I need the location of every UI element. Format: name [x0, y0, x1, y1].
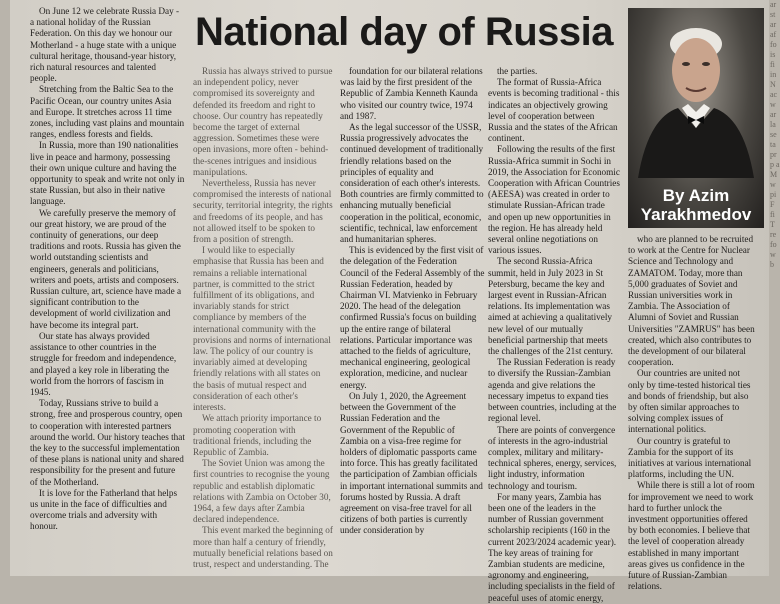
- article-headline: National day of Russia: [195, 10, 613, 54]
- article-column-4: [488, 66, 620, 603]
- paragraph: On July 1, 2020, the Agreement between the Government of the Russian Federation and the Government of the Republic of Zambia on a visa-free regime for holders of diplomatic passports came into force. This has greatly facilitated the participation of Zambian officials in important international summits and forums hosted by Russia. A draft agreement on visa-free travel for all citizens of both parties is currently under consideration by: [340, 390, 483, 536]
- newspaper-page: [10, 0, 780, 603]
- author-photo: [628, 8, 764, 228]
- paragraph: While there is still a lot of room for improvement we need to work hard to further unlock the investment opportunities offered by both economies. I believe that the level of cooperation already established in many important areas gives us confidence in the future of Russian-Zambian relations.: [628, 480, 755, 592]
- paragraph: In Russia, more than 190 nationalities live in peace and harmony, possessing their own unique culture and having the opportunity to speak and write not only in state Russian, but also in their native language.: [30, 140, 185, 207]
- paragraph: As the legal successor of the USSR, Russia progressively advocates the continued development of traditionally friendly relations based on the principles of equality and consideration of each other's interests. Both countries are firmly committed to enhancing mutually beneficial cooperation in the political, economic, scientific, technical, law enforcement and humanitarian spheres.: [340, 122, 484, 245]
- paragraph: It is love for the Fatherland that helps us unite in the face of difficulties and overcome trials and adversity with honour.: [30, 487, 178, 532]
- paragraph: Stretching from the Baltic Sea to the Pacific Ocean, our country unites Asia and Europe. It stretches across 11 time zones, including vast plains and mountain ranges, endless forests and fields.: [30, 84, 185, 140]
- paragraph: We carefully preserve the memory of our great history, we are proud of the continuity of generations, our deep traditions and roots. Russia has given the world outstanding scientists and engineers, generals and politicians, writers and poets, artists and composers. Russian culture, art, science have made a significant contribution to the development of world civilization and have become its integral part.: [30, 207, 182, 330]
- paragraph: foundation for our bilateral relations was laid by the first president of the Republic of Zambia Kenneth Kaunda who visited our country twice, 1974 and 1987.: [340, 66, 483, 121]
- paragraph: This is evidenced by the first visit of the delegation of the Federation Council of the Federal Assembly of the Russian Federation, headed by Chairman VI. Matvienko in February 2020. The head of the delegation confirmed Russia's focus on building up the entire range of bilateral relations. Particular importance was attached to the fields of agriculture, mechanical engineering, geological exploration, medicine, and nuclear energy.: [340, 245, 485, 390]
- article-column-1: [30, 6, 185, 576]
- paragraph: There are points of convergence of interests in the agro-industrial complex, military and military-technical spheres, energy, services, light industry, information technology and tourism.: [488, 424, 617, 491]
- paragraph: On June 12 we celebrate Russia Day - a national holiday of the Russian Federation. On this day we honour our Motherland - a huge state with a unique cultural heritage, thousand-year history, rich natural resources and talented people.: [30, 6, 180, 84]
- paragraph: Our country is grateful to Zambia for the support of its initiatives at various international platforms, including the UN.: [628, 435, 752, 480]
- paragraph: I would like to especially emphasise that Russia has been and remains a reliable international partner, is committed to the strict fulfillment of its obligations, and invariably stands for strict compliance by members of the international community with the provisions and norms of international law. The policy of our country is invariably aimed at developing friendly relations with all states on the basis of mutual respect and consideration of each other's interests.: [193, 245, 331, 413]
- article-column-2: [193, 66, 333, 576]
- adjacent-article-fragment: ar st ar af fo is fi in N ac w ar la se ta pr p a M w pi F fi T re fo w b: [770, 0, 780, 269]
- author-byline: [628, 186, 764, 224]
- paragraph: For many years, Zambia has been one of the leaders in the number of Russian government scholarship recipients (160 in the current 2023/2024 academic year). The key areas of training for Zambian students are medicine, agronomy and engineering, including specialists in the field of peaceful uses of atomic energy,: [488, 491, 617, 603]
- paragraph: Russia has always strived to pursue an independent policy, never compromised its sovereignty and defended its freedom and right to choose. Our country has repeatedly become the target of external aggression. Sometimes these were open invasions, more often - behind-the-scenes intrigues and insidious manipulations.: [193, 66, 333, 177]
- paragraph: Our countries are united not only by time-tested historical ties and bonds of friendship, but also by often similar approaches to solving complex issues of international politics.: [628, 368, 751, 435]
- paragraph: the parties.: [497, 66, 538, 76]
- article-column-3: [340, 66, 485, 576]
- paragraph: Our state has always provided assistance to other countries in the struggle for freedom and independence, and played a key role in liberating the world from the horrors of fascism in 1945.: [30, 330, 177, 397]
- paragraph: Nevertheless, Russia has never compromised the interests of national security, territorial integrity, the rights and freedoms of its people, and has not allowed itself to be spoken to from a position of strength.: [193, 178, 333, 245]
- paragraph: The Russian Federation is ready to diversify the Russian-Zambian agenda and give relations the necessary impetus to expand ties between countries, including at the regional level.: [488, 357, 617, 424]
- byline-prefix: By Azim: [662, 186, 730, 205]
- paragraph: Today, Russians strive to build a strong, free and prosperous country, open to cooperation with interested partners around the world. Our history teaches that the key to the successful implementation of these plans is national unity and shared responsibility for the present and future of the Motherland.: [30, 398, 185, 487]
- paragraph: The second Russia-Africa summit, held in July 2023 in St Petersburg, became the key and largest event in Russian-African relations. Its implementation was aimed at achieving a qualitatively new level of our mutually beneficial partnership that meets the challenges of the 21st century.: [488, 256, 613, 357]
- paragraph: The Soviet Union was among the first countries to recognise the young republic and establish diplomatic relations with Zambia on October 30, 1964, a few days after Zambia declared independence.: [193, 458, 331, 525]
- paragraph: This event marked the beginning of more than half a century of friendly, mutually beneficial relations based on trust, respect and understanding. The: [193, 525, 333, 569]
- paragraph: Following the results of the first Russia-Africa summit in Sochi in 2019, the Association for Economic Cooperation with African Countries (AEESA) was created in order to stimulate Russian-African trade and open up new opportunities in the region. He has already held several online negotiations on various issues.: [488, 144, 620, 256]
- paragraph: who are planned to be recruited to work at the Centre for Nuclear Science and Technology and ZAMATOM. Today, more than 5,000 graduates of Soviet and Russian universities work in Zambia. The Association of Alumni of Soviet and Russian Universities "ZAMRUS" has been created, which also contributes to the development of our bilateral cooperation.: [628, 234, 755, 368]
- byline-name: Yarakhmedov: [640, 205, 752, 224]
- article-column-5: [628, 234, 758, 592]
- paragraph: We attach priority importance to promoting cooperation with traditional friends, including the Republic of Zambia.: [193, 413, 322, 457]
- paragraph: The format of Russia-Africa events is becoming traditional - this indicates an objectively growing level of cooperation between Russia and the states of the African continent.: [488, 77, 620, 144]
